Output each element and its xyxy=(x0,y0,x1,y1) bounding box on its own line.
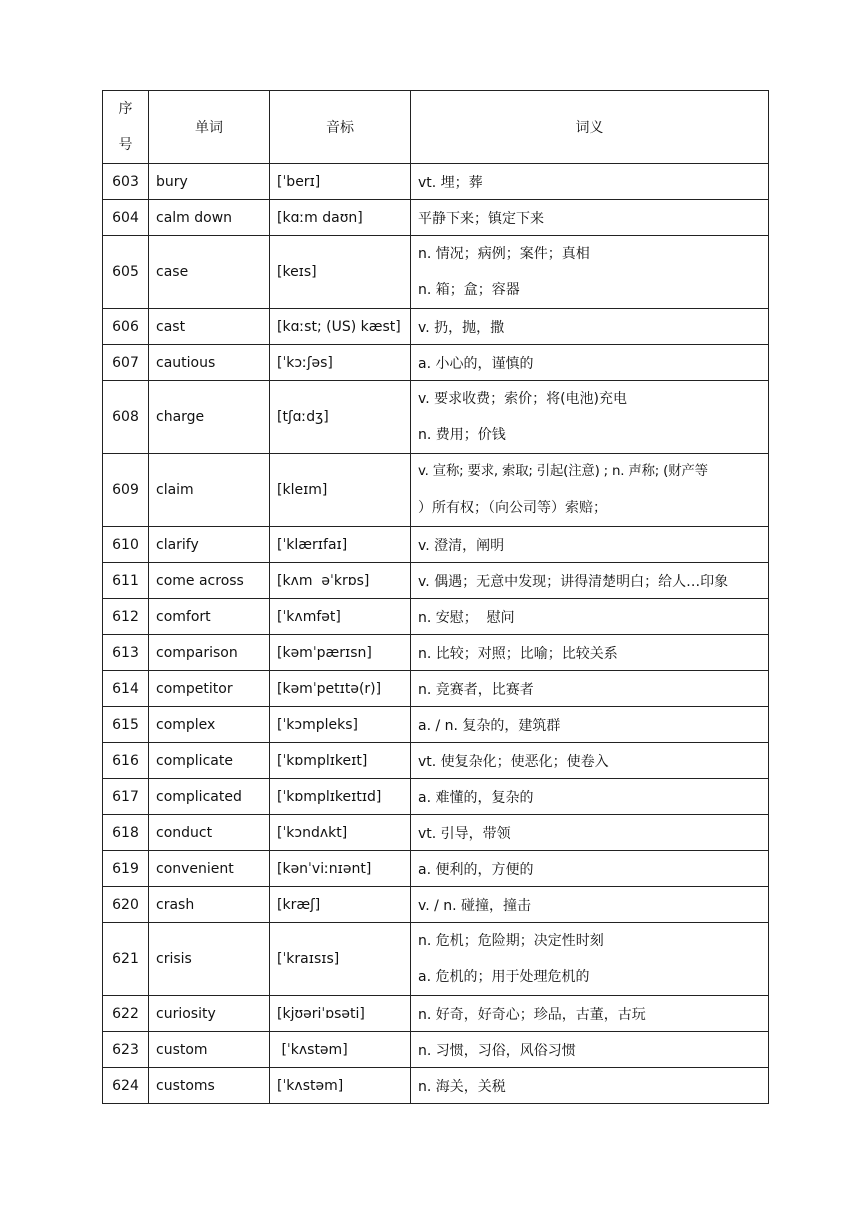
row-number: 619 xyxy=(103,851,149,887)
meaning-line: ）所有权；（向公司等）索赔； xyxy=(418,500,607,516)
meaning-line: n. 习惯，习俗，风俗习惯 xyxy=(418,1042,576,1059)
meaning-line: n. 好奇，好奇心；珍品，古董，古玩 xyxy=(418,1006,646,1023)
meaning-line: v. / n. 碰撞，撞击 xyxy=(418,897,532,914)
table-row xyxy=(103,887,769,923)
table-row xyxy=(103,851,769,887)
row-meaning xyxy=(411,345,769,381)
row-number: 605 xyxy=(103,236,149,309)
meaning-line: a. / n. 复杂的，建筑群 xyxy=(418,717,561,734)
meaning-line: n. 安慰； 慰问 xyxy=(418,609,515,626)
row-phonetic: [kəmˈpetɪtə(r)] xyxy=(270,671,411,707)
row-phonetic: [ˈberɪ] xyxy=(270,164,411,200)
row-word: clarify xyxy=(149,527,270,563)
row-number: 622 xyxy=(103,996,149,1032)
row-meaning xyxy=(411,923,769,996)
row-phonetic: [ˈklærɪfaɪ] xyxy=(270,527,411,563)
row-number: 620 xyxy=(103,887,149,923)
row-number: 610 xyxy=(103,527,149,563)
table-row xyxy=(103,1068,769,1104)
row-phonetic: [ˈkɒmplɪkeɪt] xyxy=(270,743,411,779)
row-meaning xyxy=(411,164,769,200)
row-word: case xyxy=(149,236,270,309)
row-phonetic: [ˈkʌmfət] xyxy=(270,599,411,635)
table-row xyxy=(103,707,769,743)
row-number: 618 xyxy=(103,815,149,851)
header-word: 单词 xyxy=(149,91,270,164)
meaning-line: a. 便利的，方便的 xyxy=(418,861,534,878)
row-number: 615 xyxy=(103,707,149,743)
table-row xyxy=(103,309,769,345)
row-number: 623 xyxy=(103,1032,149,1068)
row-word: competitor xyxy=(149,671,270,707)
row-number: 617 xyxy=(103,779,149,815)
row-meaning xyxy=(411,815,769,851)
row-meaning xyxy=(411,309,769,345)
row-phonetic: [ˈkʌstəm] xyxy=(270,1068,411,1104)
header-number xyxy=(103,91,149,164)
row-meaning xyxy=(411,851,769,887)
row-phonetic: [ˈkɒmplɪkeɪtɪd] xyxy=(270,779,411,815)
meaning-line: a. 小心的，谨慎的 xyxy=(418,355,534,372)
meaning-line: 平静下来；镇定下来 xyxy=(418,210,544,227)
meaning-line: v. 宣称; 要求, 索取; 引起(注意) ; n. 声称; (财产等 xyxy=(418,464,708,479)
row-meaning xyxy=(411,200,769,236)
row-number: 612 xyxy=(103,599,149,635)
row-meaning xyxy=(411,527,769,563)
row-phonetic: [kræʃ] xyxy=(270,887,411,923)
row-phonetic: [keɪs] xyxy=(270,236,411,309)
row-word: cautious xyxy=(149,345,270,381)
meaning-line: n. 情况；病例；案件；真相 xyxy=(418,246,590,262)
table-row xyxy=(103,779,769,815)
header-number-line-1: 序 xyxy=(118,101,133,117)
row-phonetic: [ˈkɔmpleks] xyxy=(270,707,411,743)
row-meaning xyxy=(411,1032,769,1068)
header-phonetic: 音标 xyxy=(270,91,411,164)
row-word: complicated xyxy=(149,779,270,815)
meaning-line: n. 比较；对照；比喻；比较关系 xyxy=(418,645,618,662)
row-number: 609 xyxy=(103,454,149,527)
row-meaning xyxy=(411,236,769,309)
table-row xyxy=(103,527,769,563)
table-row xyxy=(103,164,769,200)
row-word: customs xyxy=(149,1068,270,1104)
row-word: conduct xyxy=(149,815,270,851)
header-number-line-2: 号 xyxy=(118,137,133,153)
row-word: custom xyxy=(149,1032,270,1068)
table-row xyxy=(103,671,769,707)
row-word: claim xyxy=(149,454,270,527)
table-row xyxy=(103,815,769,851)
row-word: crash xyxy=(149,887,270,923)
row-meaning xyxy=(411,671,769,707)
row-phonetic: [kɑːst; (US) kæst] xyxy=(270,309,411,345)
meaning-line: n. 危机；危险期；决定性时刻 xyxy=(418,933,604,949)
meaning-line: v. 扔，抛，撒 xyxy=(418,319,505,336)
table-row xyxy=(103,381,769,454)
row-meaning xyxy=(411,707,769,743)
row-meaning xyxy=(411,599,769,635)
table-body xyxy=(103,164,769,1104)
row-word: calm down xyxy=(149,200,270,236)
row-phonetic: [kʌm əˈkrɒs] xyxy=(270,563,411,599)
row-number: 624 xyxy=(103,1068,149,1104)
row-word: comfort xyxy=(149,599,270,635)
row-word: charge xyxy=(149,381,270,454)
row-word: convenient xyxy=(149,851,270,887)
row-phonetic: [kənˈviːnɪənt] xyxy=(270,851,411,887)
table-header-row xyxy=(103,91,769,164)
meaning-line: n. 费用；价钱 xyxy=(418,427,506,443)
row-number: 607 xyxy=(103,345,149,381)
row-meaning xyxy=(411,1068,769,1104)
row-meaning xyxy=(411,779,769,815)
row-number: 621 xyxy=(103,923,149,996)
row-word: cast xyxy=(149,309,270,345)
row-word: curiosity xyxy=(149,996,270,1032)
row-phonetic: [ˈkraɪsɪs] xyxy=(270,923,411,996)
row-phonetic: [kəmˈpærɪsn] xyxy=(270,635,411,671)
vocabulary-table xyxy=(102,90,769,1104)
header-meaning: 词义 xyxy=(411,91,769,164)
row-number: 616 xyxy=(103,743,149,779)
row-phonetic: [ˈkɔndʌkt] xyxy=(270,815,411,851)
table-row xyxy=(103,599,769,635)
row-meaning xyxy=(411,454,769,527)
row-meaning xyxy=(411,887,769,923)
row-meaning xyxy=(411,996,769,1032)
table-row xyxy=(103,454,769,527)
row-word: bury xyxy=(149,164,270,200)
meaning-line: vt. 使复杂化；使恶化；使卷入 xyxy=(418,753,609,770)
row-phonetic: [ˈkʌstəm] xyxy=(270,1032,411,1068)
table-row xyxy=(103,743,769,779)
table-row xyxy=(103,563,769,599)
table-row xyxy=(103,345,769,381)
row-number: 613 xyxy=(103,635,149,671)
row-meaning xyxy=(411,743,769,779)
row-phonetic: [kleɪm] xyxy=(270,454,411,527)
table-row xyxy=(103,1032,769,1068)
meaning-line: a. 危机的；用于处理危机的 xyxy=(418,969,590,985)
row-number: 608 xyxy=(103,381,149,454)
row-phonetic: [ˈkɔːʃəs] xyxy=(270,345,411,381)
row-word: crisis xyxy=(149,923,270,996)
meaning-line: n. 竞赛者，比赛者 xyxy=(418,681,534,698)
table-row xyxy=(103,996,769,1032)
meaning-line: n. 海关，关税 xyxy=(418,1078,506,1095)
row-phonetic: [tʃɑːdʒ] xyxy=(270,381,411,454)
row-number: 614 xyxy=(103,671,149,707)
row-word: complicate xyxy=(149,743,270,779)
meaning-line: n. 箱；盒；容器 xyxy=(418,282,520,298)
row-phonetic: [kɑːm daʊn] xyxy=(270,200,411,236)
table-row xyxy=(103,200,769,236)
table-row xyxy=(103,236,769,309)
row-number: 606 xyxy=(103,309,149,345)
meaning-line: v. 偶遇；无意中发现；讲得清楚明白；给人…印象 xyxy=(418,573,729,590)
row-number: 611 xyxy=(103,563,149,599)
row-meaning xyxy=(411,563,769,599)
meaning-line: vt. 埋；葬 xyxy=(418,174,483,191)
row-word: come across xyxy=(149,563,270,599)
table-row xyxy=(103,635,769,671)
row-number: 603 xyxy=(103,164,149,200)
meaning-line: v. 澄清，阐明 xyxy=(418,537,505,554)
row-meaning xyxy=(411,635,769,671)
table-row xyxy=(103,923,769,996)
row-word: comparison xyxy=(149,635,270,671)
row-word: complex xyxy=(149,707,270,743)
row-phonetic: [kjʊəriˈɒsəti] xyxy=(270,996,411,1032)
row-meaning xyxy=(411,381,769,454)
meaning-line: vt. 引导，带领 xyxy=(418,825,511,842)
meaning-line: v. 要求收费；索价；将(电池)充电 xyxy=(418,391,628,407)
row-number: 604 xyxy=(103,200,149,236)
meaning-line: a. 难懂的，复杂的 xyxy=(418,789,534,806)
